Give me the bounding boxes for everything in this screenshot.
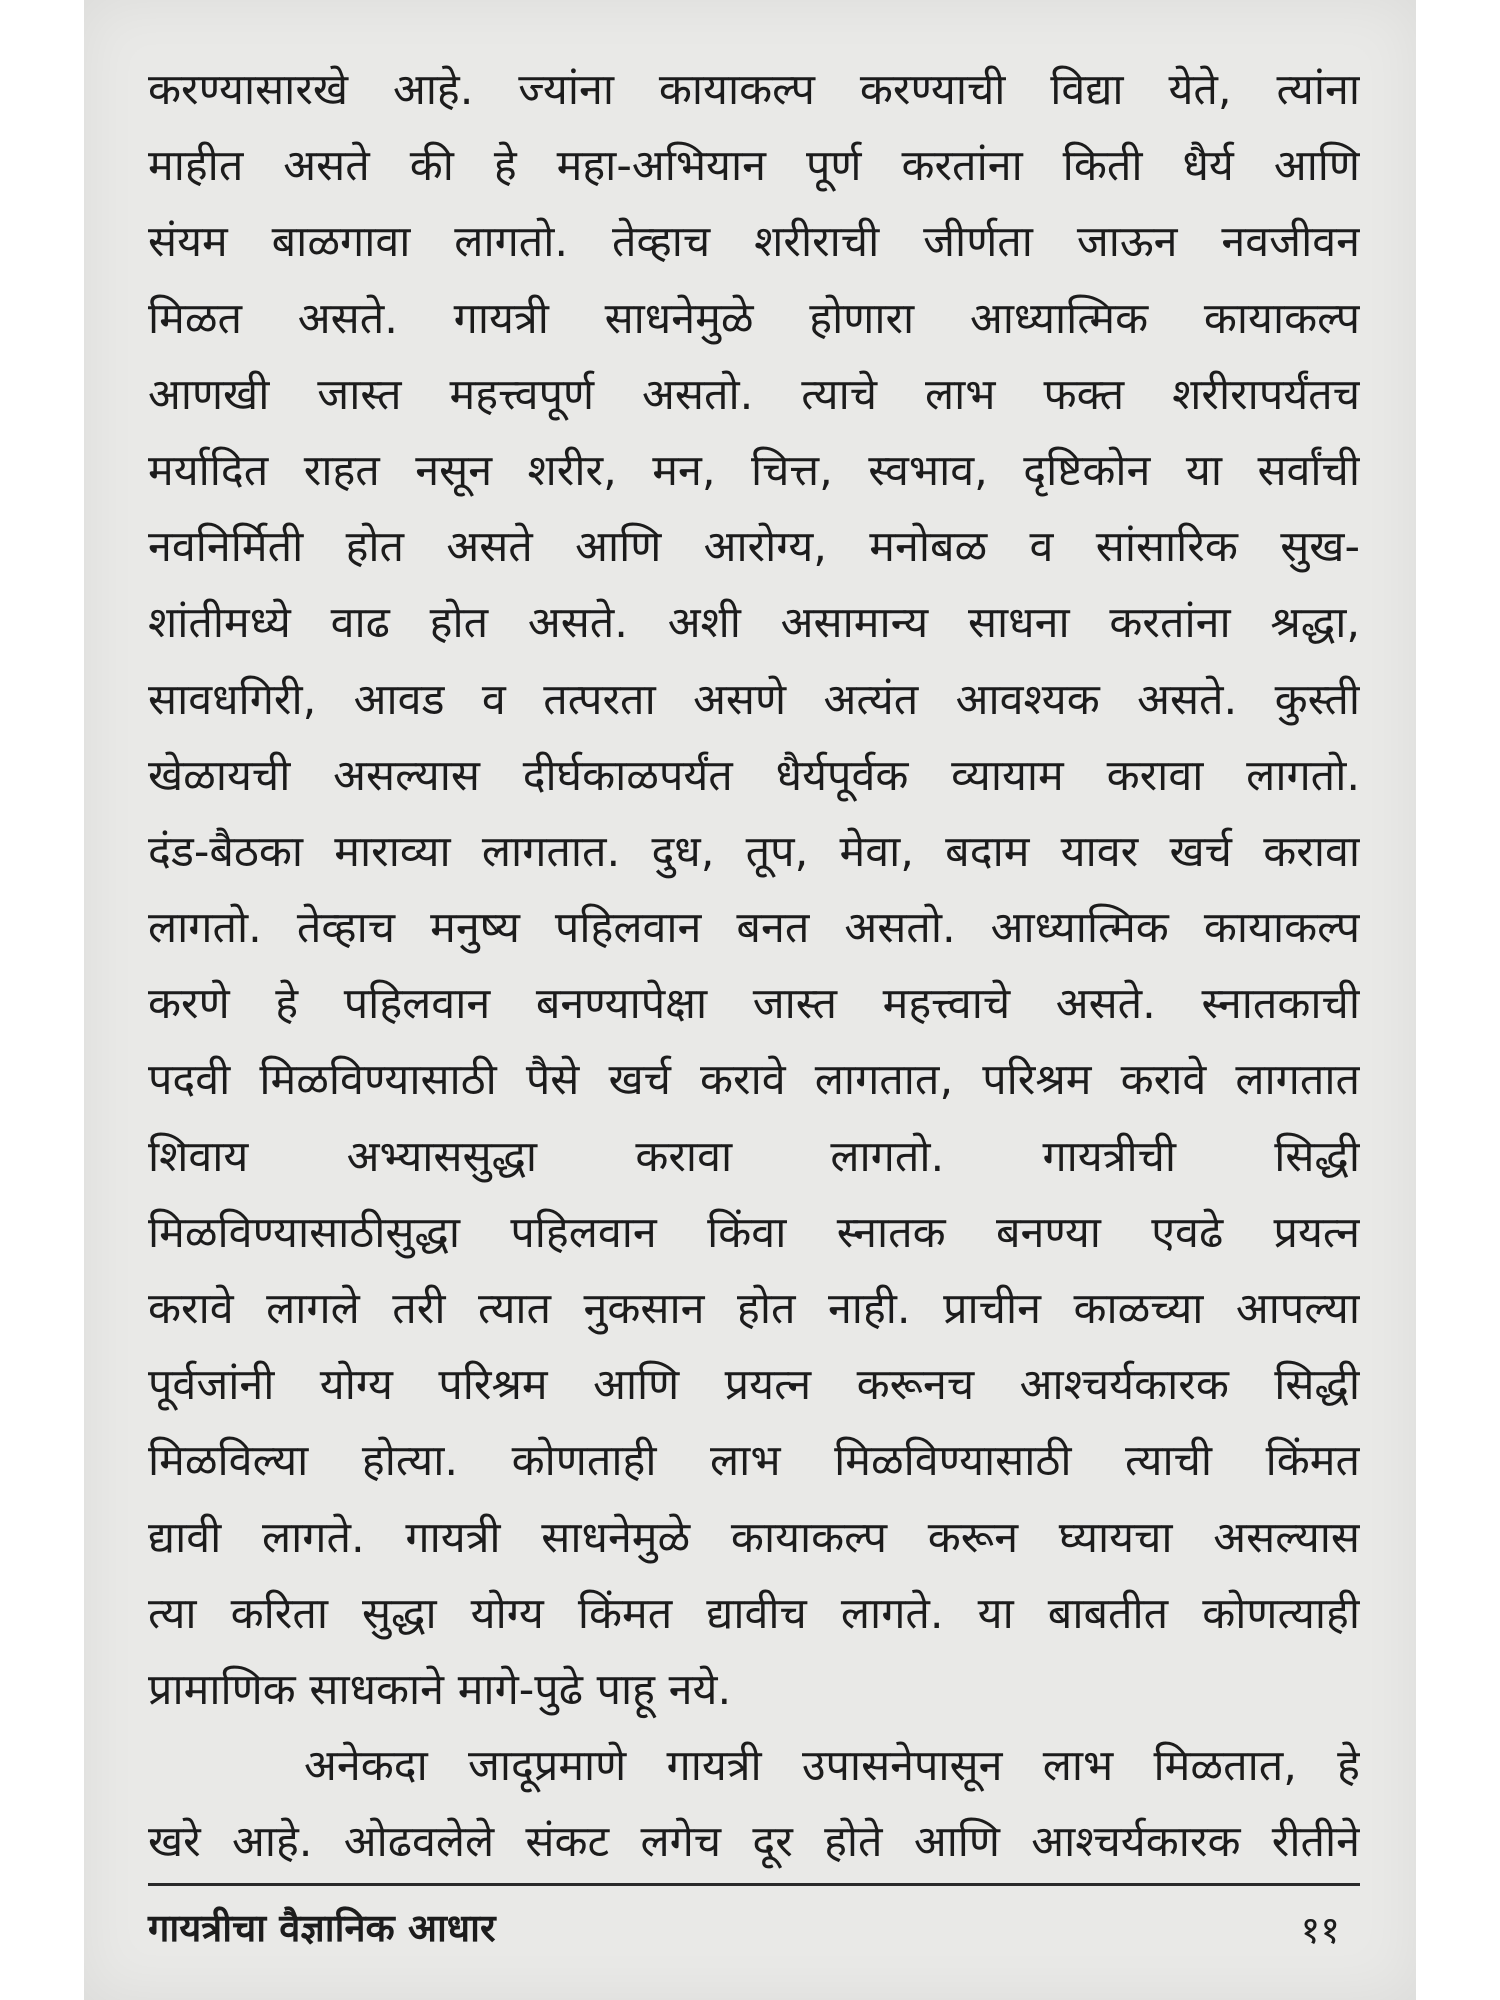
text-line: नवनिर्मिती होत असते आणि आरोग्य, मनोबळ व सांसारिक सुख-	[148, 522, 1360, 573]
text-line: मिळविल्या होत्या. कोणताही लाभ मिळविण्यासाठी त्याची किंमत	[148, 1436, 1360, 1487]
text-line: त्या करिता सुद्धा योग्य किंमत द्यावीच लागते. या बाबतीत कोणत्याही	[148, 1588, 1360, 1639]
text-line: मर्यादित राहत नसून शरीर, मन, चित्त, स्वभाव, दृष्टिकोन या सर्वांची	[148, 445, 1360, 496]
footer-divider	[148, 1883, 1360, 1886]
text-line: संयम बाळगावा लागतो. तेव्हाच शरीराची जीर्णता जाऊन नवजीवन	[148, 217, 1360, 268]
text-line: पदवी मिळविण्यासाठी पैसे खर्च करावे लागतात, परिश्रम करावे लागतात	[148, 1055, 1360, 1106]
text-line: शांतीमध्ये वाढ होत असते. अशी असामान्य साधना करतांना श्रद्धा,	[148, 598, 1360, 649]
text-line: मिळविण्यासाठीसुद्धा पहिलवान किंवा स्नातक बनण्या एवढे प्रयत्न	[148, 1207, 1360, 1258]
text-line: करावे लागले तरी त्यात नुकसान होत नाही. प्राचीन काळच्या आपल्या	[148, 1284, 1360, 1334]
text-line: खेळायची असल्यास दीर्घकाळपर्यंत धैर्यपूर्वक व्यायाम करावा लागतो.	[148, 750, 1360, 801]
text-line: लागतो. तेव्हाच मनुष्य पहिलवान बनत असतो. आध्यात्मिक कायाकल्प	[148, 903, 1360, 954]
text-line: खरे आहे. ओढवलेले संकट लगेच दूर होते आणि आश्चर्यकारक रीतीने	[148, 1817, 1360, 1868]
text-line: करण्यासारखे आहे. ज्यांना कायाकल्प करण्याची विद्या येते, त्यांना	[148, 65, 1360, 115]
text-line: सावधगिरी, आवड व तत्परता असणे अत्यंत आवश्यक असते. कुस्ती	[148, 674, 1360, 725]
text-line: पूर्वजांनी योग्य परिश्रम आणि प्रयत्न करूनच आश्चर्यकारक सिद्धी	[148, 1360, 1360, 1411]
text-line: दंड-बैठका माराव्या लागतात. दुध, तूप, मेवा, बदाम यावर खर्च करावा	[148, 826, 1360, 877]
text-line: आणखी जास्त महत्त्वपूर्ण असतो. त्याचे लाभ फक्त शरीरापर्यंतच	[148, 369, 1360, 420]
body-text	[148, 52, 1360, 1881]
text-line: अनेकदा जादूप्रमाणे गायत्री उपासनेपासून लाभ मिळतात, हे	[304, 1741, 1360, 1792]
text-line: द्यावी लागते. गायत्री साधनेमुळे कायाकल्प करून घ्यायचा असल्यास	[148, 1512, 1360, 1563]
text-line: प्रामाणिक साधकाने मागे-पुढे पाहू नये.	[148, 1664, 732, 1715]
text-line: मिळत असते. गायत्री साधनेमुळे होणारा आध्यात्मिक कायाकल्प	[148, 293, 1360, 344]
text-line: शिवाय अभ्याससुद्धा करावा लागतो. गायत्रीची सिद्धी	[148, 1131, 1360, 1182]
page-number: ११	[1300, 1908, 1340, 1952]
text-line: करणे हे पहिलवान बनण्यापेक्षा जास्त महत्त्वाचे असते. स्नातकाची	[148, 979, 1360, 1030]
running-footer-title: गायत्रीचा वैज्ञानिक आधार	[148, 1906, 496, 1950]
text-line: माहीत असते की हे महा-अभियान पूर्ण करतांना किती धैर्य आणि	[148, 141, 1360, 192]
